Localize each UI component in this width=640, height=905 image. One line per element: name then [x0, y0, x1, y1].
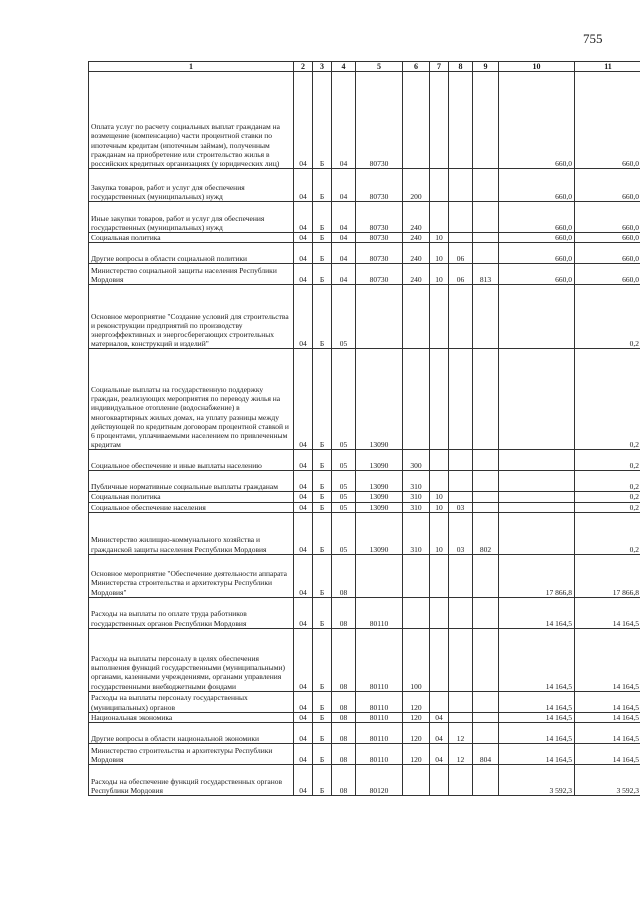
section — [430, 471, 449, 492]
code-2: 04 — [294, 765, 313, 796]
code-4: 04 — [332, 202, 356, 233]
expense-type: 120 — [403, 723, 430, 744]
code-4: 04 — [332, 243, 356, 264]
code-4: 08 — [332, 597, 356, 628]
code-2: 04 — [294, 264, 313, 285]
subsection: 12 — [449, 744, 473, 765]
table-row — [89, 233, 640, 243]
expense-type — [403, 285, 430, 349]
ministry-code — [473, 712, 499, 722]
expense-type: 240 — [403, 264, 430, 285]
section — [430, 597, 449, 628]
subsection — [449, 285, 473, 349]
code-2: 04 — [294, 233, 313, 243]
item-name: Социальные выплаты на государственную поддержку граждан, реализующих мероприятия по переводу жилья на индивидуальное отопление (водоснабжение) в многоквартирных жилых домах, на уплату разницы между действующей по кредитным договорам процентной ставкой и 6 процентами, уплачиваемыми населением по привлеченным кредитам — [89, 349, 294, 450]
subsection: 12 — [449, 723, 473, 744]
amount-col-10: 17 866,8 — [499, 554, 575, 597]
expense-type: 100 — [403, 628, 430, 691]
table-row — [89, 512, 640, 554]
expense-type — [403, 765, 430, 796]
expense-type: 310 — [403, 502, 430, 512]
ministry-code — [473, 471, 499, 492]
code-2: 04 — [294, 554, 313, 597]
amount-col-10 — [499, 285, 575, 349]
amount-col-11: 14 164,5 — [575, 723, 640, 744]
code-3: Б — [313, 554, 332, 597]
item-name: Оплата услуг по расчету социальных выплат гражданам на возмещение (компенсацию) части процентной ставки по ипотечным кредитам (ипотечным займам), полученным гражданам на приобретение или строительство жилья в российских кредитных организациях (у юридических лиц) — [89, 72, 294, 169]
item-name: Иные закупки товаров, работ и услуг для обеспечения государственных (муниципальных) нужд — [89, 202, 294, 233]
target-article: 13090 — [356, 492, 403, 502]
item-name: Министерство строительства и архитектуры Республики Мордовия — [89, 744, 294, 765]
target-article: 80730 — [356, 202, 403, 233]
amount-col-10: 14 164,5 — [499, 723, 575, 744]
item-name: Другие вопросы в области национальной экономики — [89, 723, 294, 744]
ministry-code: 804 — [473, 744, 499, 765]
section — [430, 202, 449, 233]
ministry-code — [473, 285, 499, 349]
ministry-code — [473, 202, 499, 233]
ministry-code — [473, 349, 499, 450]
section: 10 — [430, 264, 449, 285]
code-3: Б — [313, 169, 332, 202]
code-4: 08 — [332, 765, 356, 796]
code-2: 04 — [294, 471, 313, 492]
table-row — [89, 597, 640, 628]
code-4: 05 — [332, 492, 356, 502]
target-article: 80730 — [356, 243, 403, 264]
column-header: 7 — [430, 62, 449, 72]
column-header: 6 — [403, 62, 430, 72]
amount-col-11: 660,0 — [575, 72, 640, 169]
code-3: Б — [313, 512, 332, 554]
code-4: 05 — [332, 471, 356, 492]
item-name: Основное мероприятие "Обеспечение деятельности аппарата Министерства строительства и архитектуры Республики Мордовия" — [89, 554, 294, 597]
amount-col-10 — [499, 450, 575, 471]
column-header: 3 — [313, 62, 332, 72]
amount-col-11: 0,2 — [575, 285, 640, 349]
amount-col-10: 660,0 — [499, 169, 575, 202]
amount-col-11: 3 592,3 — [575, 765, 640, 796]
code-2: 04 — [294, 691, 313, 712]
amount-col-10: 3 592,3 — [499, 765, 575, 796]
subsection — [449, 202, 473, 233]
ministry-code — [473, 233, 499, 243]
table-row — [89, 72, 640, 169]
amount-col-10: 660,0 — [499, 243, 575, 264]
table-row — [89, 744, 640, 765]
code-4: 08 — [332, 554, 356, 597]
item-name: Другие вопросы в области социальной политики — [89, 243, 294, 264]
expense-type: 310 — [403, 492, 430, 502]
column-header: 4 — [332, 62, 356, 72]
expense-type: 120 — [403, 691, 430, 712]
budget-table — [88, 61, 640, 796]
target-article: 80730 — [356, 72, 403, 169]
amount-col-11: 660,0 — [575, 169, 640, 202]
subsection — [449, 691, 473, 712]
section — [430, 169, 449, 202]
amount-col-10 — [499, 492, 575, 502]
amount-col-10: 660,0 — [499, 264, 575, 285]
target-article — [356, 554, 403, 597]
ministry-code — [473, 169, 499, 202]
ministry-code — [473, 492, 499, 502]
section — [430, 349, 449, 450]
amount-col-11: 660,0 — [575, 233, 640, 243]
code-2: 04 — [294, 712, 313, 722]
code-3: Б — [313, 628, 332, 691]
column-header: 8 — [449, 62, 473, 72]
amount-col-11: 660,0 — [575, 202, 640, 233]
target-article: 13090 — [356, 512, 403, 554]
item-name: Расходы на обеспечение функций государственных органов Республики Мордовия — [89, 765, 294, 796]
ministry-code — [473, 243, 499, 264]
amount-col-10 — [499, 471, 575, 492]
code-4: 05 — [332, 285, 356, 349]
subsection — [449, 450, 473, 471]
item-name: Министерство социальной защиты населения Республики Мордовия — [89, 264, 294, 285]
amount-col-10: 14 164,5 — [499, 744, 575, 765]
subsection — [449, 169, 473, 202]
code-2: 04 — [294, 169, 313, 202]
section — [430, 285, 449, 349]
amount-col-10: 14 164,5 — [499, 597, 575, 628]
code-2: 04 — [294, 744, 313, 765]
item-name: Основное мероприятие "Создание условий для строительства и реконструкции предприятий по производству энергоэффективных и энергосберегающих строительных материалов, конструкций и изделий" — [89, 285, 294, 349]
item-name: Социальная политика — [89, 233, 294, 243]
expense-type: 240 — [403, 233, 430, 243]
code-3: Б — [313, 450, 332, 471]
expense-type: 240 — [403, 243, 430, 264]
ministry-code — [473, 691, 499, 712]
section — [430, 72, 449, 169]
ministry-code — [473, 628, 499, 691]
amount-col-10 — [499, 349, 575, 450]
table-row — [89, 243, 640, 264]
column-header: 10 — [499, 62, 575, 72]
subsection: 06 — [449, 243, 473, 264]
subsection: 06 — [449, 264, 473, 285]
code-3: Б — [313, 691, 332, 712]
code-2: 04 — [294, 72, 313, 169]
code-2: 04 — [294, 492, 313, 502]
amount-col-10: 14 164,5 — [499, 628, 575, 691]
expense-type: 200 — [403, 169, 430, 202]
item-name: Социальное обеспечение населения — [89, 502, 294, 512]
amount-col-11: 0,2 — [575, 471, 640, 492]
amount-col-11: 660,0 — [575, 243, 640, 264]
code-3: Б — [313, 502, 332, 512]
code-3: Б — [313, 72, 332, 169]
code-2: 04 — [294, 597, 313, 628]
amount-col-10 — [499, 502, 575, 512]
subsection — [449, 233, 473, 243]
amount-col-11: 660,0 — [575, 264, 640, 285]
target-article: 80110 — [356, 691, 403, 712]
expense-type — [403, 597, 430, 628]
amount-col-11: 0,2 — [575, 512, 640, 554]
section: 04 — [430, 744, 449, 765]
section: 04 — [430, 712, 449, 722]
subsection — [449, 471, 473, 492]
table-row — [89, 492, 640, 502]
column-header: 9 — [473, 62, 499, 72]
target-article: 13090 — [356, 349, 403, 450]
section — [430, 450, 449, 471]
ministry-code — [473, 597, 499, 628]
code-4: 08 — [332, 712, 356, 722]
section: 04 — [430, 723, 449, 744]
code-4: 08 — [332, 691, 356, 712]
code-3: Б — [313, 233, 332, 243]
expense-type — [403, 72, 430, 169]
amount-col-11: 14 164,5 — [575, 597, 640, 628]
code-3: Б — [313, 471, 332, 492]
ministry-code — [473, 765, 499, 796]
section — [430, 765, 449, 796]
code-2: 04 — [294, 202, 313, 233]
subsection — [449, 628, 473, 691]
target-article: 13090 — [356, 471, 403, 492]
amount-col-11: 14 164,5 — [575, 744, 640, 765]
amount-col-10 — [499, 512, 575, 554]
table-row — [89, 554, 640, 597]
code-4: 04 — [332, 264, 356, 285]
amount-col-11: 0,2 — [575, 492, 640, 502]
expense-type: 120 — [403, 712, 430, 722]
amount-col-11: 14 164,5 — [575, 691, 640, 712]
table-row — [89, 285, 640, 349]
target-article: 13090 — [356, 450, 403, 471]
subsection — [449, 712, 473, 722]
subsection — [449, 765, 473, 796]
table-row — [89, 712, 640, 722]
subsection — [449, 554, 473, 597]
ministry-code — [473, 723, 499, 744]
item-name: Расходы на выплаты персоналу в целях обеспечения выполнения функций государственными (муниципальными) органами, казенными учреждениями, органами управления государственными внебюджетными фондами — [89, 628, 294, 691]
target-article: 80730 — [356, 264, 403, 285]
ministry-code: 813 — [473, 264, 499, 285]
section: 10 — [430, 512, 449, 554]
code-4: 04 — [332, 233, 356, 243]
column-header: 2 — [294, 62, 313, 72]
subsection — [449, 349, 473, 450]
code-4: 05 — [332, 512, 356, 554]
expense-type: 240 — [403, 202, 430, 233]
code-3: Б — [313, 285, 332, 349]
table-row — [89, 765, 640, 796]
code-3: Б — [313, 597, 332, 628]
item-name: Министерство жилищно-коммунального хозяйства и гражданской защиты населения Республики Мордовия — [89, 512, 294, 554]
target-article: 80730 — [356, 233, 403, 243]
code-4: 05 — [332, 502, 356, 512]
amount-col-10: 660,0 — [499, 202, 575, 233]
page-number: 755 — [583, 31, 603, 46]
code-2: 04 — [294, 243, 313, 264]
target-article: 80110 — [356, 723, 403, 744]
section — [430, 628, 449, 691]
subsection: 03 — [449, 502, 473, 512]
subsection: 03 — [449, 512, 473, 554]
column-header: 1 — [89, 62, 294, 72]
code-3: Б — [313, 712, 332, 722]
amount-col-11: 0,2 — [575, 450, 640, 471]
code-4: 04 — [332, 72, 356, 169]
item-name: Публичные нормативные социальные выплаты гражданам — [89, 471, 294, 492]
section — [430, 691, 449, 712]
amount-col-10: 14 164,5 — [499, 712, 575, 722]
amount-col-10: 14 164,5 — [499, 691, 575, 712]
amount-col-10: 660,0 — [499, 233, 575, 243]
section: 10 — [430, 502, 449, 512]
table-row — [89, 471, 640, 492]
code-3: Б — [313, 765, 332, 796]
table-row — [89, 450, 640, 471]
code-3: Б — [313, 264, 332, 285]
amount-col-10: 660,0 — [499, 72, 575, 169]
expense-type: 120 — [403, 744, 430, 765]
table-body — [89, 72, 640, 796]
code-3: Б — [313, 202, 332, 233]
table-row — [89, 264, 640, 285]
target-article: 80110 — [356, 597, 403, 628]
table-row — [89, 169, 640, 202]
code-2: 04 — [294, 628, 313, 691]
item-name: Национальная экономика — [89, 712, 294, 722]
code-2: 04 — [294, 349, 313, 450]
target-article: 80110 — [356, 628, 403, 691]
subsection — [449, 597, 473, 628]
code-2: 04 — [294, 723, 313, 744]
target-article: 13090 — [356, 502, 403, 512]
section: 10 — [430, 492, 449, 502]
code-3: Б — [313, 492, 332, 502]
code-4: 05 — [332, 349, 356, 450]
amount-col-11: 0,2 — [575, 349, 640, 450]
code-4: 05 — [332, 450, 356, 471]
item-name: Закупка товаров, работ и услуг для обеспечения государственных (муниципальных) нужд — [89, 169, 294, 202]
table-row — [89, 628, 640, 691]
expense-type — [403, 349, 430, 450]
ministry-code — [473, 502, 499, 512]
target-article: 80120 — [356, 765, 403, 796]
code-4: 08 — [332, 723, 356, 744]
amount-col-11: 14 164,5 — [575, 712, 640, 722]
ministry-code: 802 — [473, 512, 499, 554]
item-name: Социальное обеспечение и иные выплаты населению — [89, 450, 294, 471]
column-header: 11 — [575, 62, 640, 72]
target-article: 80730 — [356, 169, 403, 202]
amount-col-11: 14 164,5 — [575, 628, 640, 691]
code-3: Б — [313, 723, 332, 744]
expense-type: 300 — [403, 450, 430, 471]
target-article: 80110 — [356, 712, 403, 722]
item-name: Расходы на выплаты персоналу государственных (муниципальных) органов — [89, 691, 294, 712]
code-3: Б — [313, 349, 332, 450]
code-2: 04 — [294, 285, 313, 349]
ministry-code — [473, 450, 499, 471]
expense-type: 310 — [403, 471, 430, 492]
amount-col-11: 17 866,8 — [575, 554, 640, 597]
code-4: 08 — [332, 744, 356, 765]
expense-type: 310 — [403, 512, 430, 554]
table-header-row — [89, 62, 640, 72]
target-article — [356, 285, 403, 349]
subsection — [449, 492, 473, 502]
amount-col-11: 0,2 — [575, 502, 640, 512]
section: 10 — [430, 243, 449, 264]
code-4: 04 — [332, 169, 356, 202]
expense-type — [403, 554, 430, 597]
table-row — [89, 691, 640, 712]
ministry-code — [473, 72, 499, 169]
table-row — [89, 349, 640, 450]
code-4: 08 — [332, 628, 356, 691]
item-name: Социальная политика — [89, 492, 294, 502]
code-2: 04 — [294, 512, 313, 554]
column-header: 5 — [356, 62, 403, 72]
subsection — [449, 72, 473, 169]
code-3: Б — [313, 744, 332, 765]
code-2: 04 — [294, 502, 313, 512]
table-row — [89, 202, 640, 233]
ministry-code — [473, 554, 499, 597]
table-row — [89, 723, 640, 744]
item-name: Расходы на выплаты по оплате труда работников государственных органов Республики Мордовия — [89, 597, 294, 628]
code-3: Б — [313, 243, 332, 264]
code-2: 04 — [294, 450, 313, 471]
section — [430, 554, 449, 597]
table-row — [89, 502, 640, 512]
target-article: 80110 — [356, 744, 403, 765]
section: 10 — [430, 233, 449, 243]
